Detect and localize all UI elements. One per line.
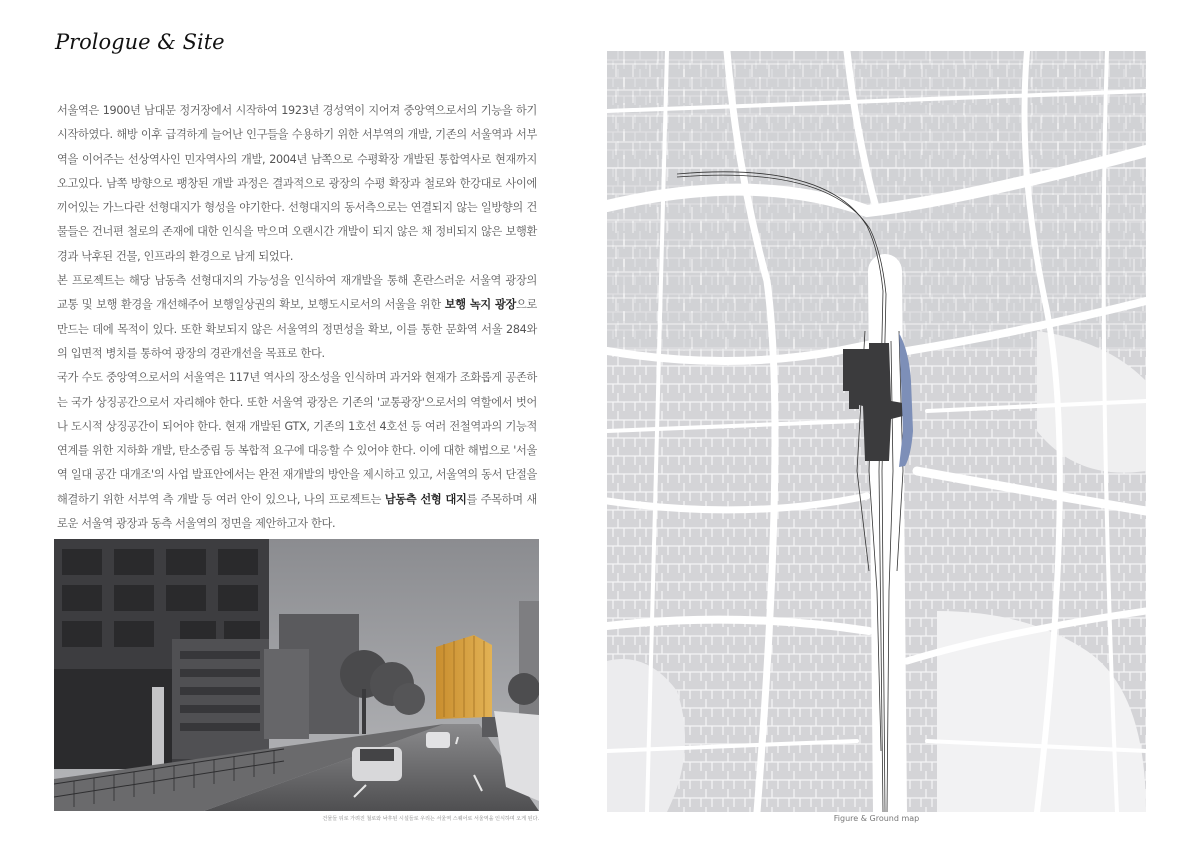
photo-caption: 건물들 뒤로 가려진 철로와 낙후된 시설들로 우리는 서울역 스퀘어로 서울역을 인식하며 오게 된다. [322,816,539,822]
paragraph-proposal: 국가 수도 중앙역으로서의 서울역은 117년 역사의 장소성을 인식하며 과거와 현재가 조화롭게 공존하는 국가 상징공간으로서 자리해야 한다. 또한 서울역 광장은 기존의 '교통광장'으로서의 역할에서 벗어나 도시적 상징공간이 되어야 한다. 현재 개발된 GTX, 기존의 1호선 4호선 등 여러 전철역과의 기능적 연계를 위한 지하화 개발, 탄소중립 등 복합적 요구에 대응할 수 있어야 한다. 이에 대한 해법으로 '서울역 일대 공간 대개조'의 사업 발표안에서는 완전 재개발의 방안을 제시하고 있고, 서울역의 동서 단절을 해결하기 위한 서부역 측 개발 등 여러 안이 있으나, 나의 프로젝트는 남동측 선형 대지를 주목하며 새로운 서울역 광장과 동측 서울역의 정면을 제안하고자 한다. [57,371,537,531]
figure-ground-map [607,51,1146,812]
street-photo [54,539,539,811]
page-title: Prologue & Site [55,30,225,54]
paragraph-history: 서울역은 1900년 남대문 정거장에서 시작하여 1923년 경성역이 지어져 중앙역으로서의 기능을 하기 시작하였다. 해방 이후 급격하게 늘어난 인구들을 수용하기 위한 서부역의 개발, 기존의 서울역과 서부역을 이어주는 선상역사인 민자역사의 개발, 2004년 남쪽으로 수평확장 개발된 통합역사로 현재까지 오고있다. 남쪽 방향으로 팽창된 개발 과정은 결과적으로 광장의 수평 확장과 철로와 한강대로 사이에 끼어있는 가느다란 선형대지가 형성을 야기한다. 선형대지의 동서측으로는 연결되지 않는 일방향의 건물들은 건너편 철로의 존재에 대한 인식을 막으며 오랜시간 개발이 되지 않은 채 정비되지 않은 보행환경과 낙후된 건물, 인프라의 환경으로 남게 되었다. [57,104,537,263]
emphasis-pedestrian-plaza: 보행 녹지 광장 [444,298,516,312]
figure-ground-drawing [607,51,1146,812]
body-text [57,99,537,536]
map-caption: Figure & Ground map [833,814,920,823]
emphasis-linear-site: 남동측 선형 대지 [384,492,467,506]
paragraph-project: 본 프로젝트는 해당 남동측 선형대지의 가능성을 인식하여 재개발을 통해 혼란스러운 서울역 광장의 교통 및 보행 환경을 개선해주어 보행일상권의 확보, 보행도시로서의 서울을 위한 보행 녹지 광장으로 만드는 데에 목적이 있다. 또한 확보되지 않은 서울역의 정면성을 확보, 이를 통한 문화역 서울 284와의 입면적 병치를 통하여 광장의 경관개선을 목표로 한다. [57,274,537,360]
